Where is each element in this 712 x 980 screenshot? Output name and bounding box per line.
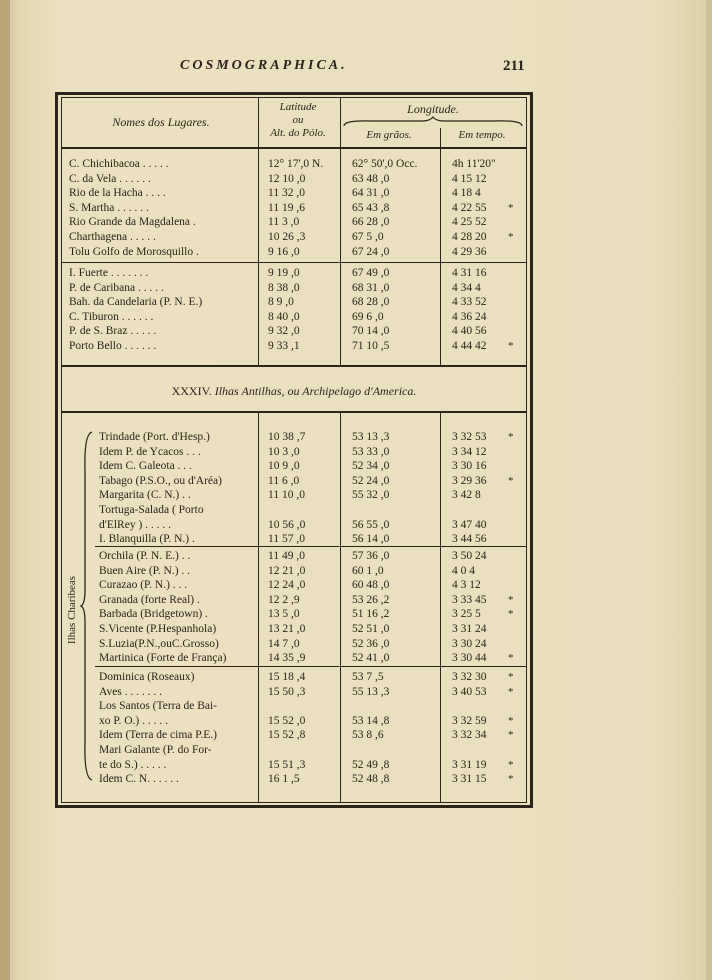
place-name: Martinica (Forte de França) (99, 652, 227, 665)
longitude-degrees-value: 52 49 ,8 (352, 758, 390, 771)
longitude-time-value: 4 44 42 (452, 340, 487, 352)
longitude-degrees-value: 51 16 ,2 (352, 608, 390, 621)
table-row (96, 593, 522, 608)
longitude-degrees-value: 52 51 ,0 (352, 623, 390, 635)
latitude-value: 8 40 ,0 (268, 310, 300, 323)
longitude-degrees-value: 55 32 ,0 (352, 489, 390, 502)
latitude-value: 11 6 ,0 (268, 474, 300, 487)
table-row (96, 743, 522, 758)
latitude-value: 15 51 ,3 (268, 758, 306, 771)
group-divider-3 (95, 546, 527, 547)
place-name: C. Chichibacoa . . . . . (69, 158, 169, 170)
longitude-degrees-value: 53 33 ,0 (352, 445, 390, 458)
header-names: Nomes dos Lugares. (112, 115, 210, 129)
table-row (96, 651, 522, 666)
latitude-value: 12 2 ,9 (268, 593, 300, 606)
table-row (96, 772, 522, 787)
table-row (96, 758, 522, 773)
header-latitude-2: ou (292, 114, 304, 126)
longitude-degrees-value: 52 41 ,0 (352, 652, 390, 665)
star-mark: * (508, 652, 514, 665)
longitude-time-value: 3 30 44 (452, 652, 487, 665)
longitude-time-value: 3 32 30 (452, 671, 487, 683)
running-head: COSMOGRAPHICA. (180, 58, 348, 73)
star-mark: * (508, 758, 514, 771)
longitude-time-value: 3 29 36 (452, 474, 487, 487)
longitude-time-value: 3 32 34 (452, 729, 487, 742)
longitude-time-value: 4 0 4 (452, 564, 475, 577)
longitude-degrees-value: 64 31 ,0 (352, 187, 390, 200)
section-title: Ilhas Antilhas, ou Archipelago d'America. (214, 384, 417, 398)
place-name: Porto Bello . . . . . . (69, 340, 157, 352)
place-name: S.Vicente (P.Hespanhola) (99, 623, 217, 635)
table-row (96, 578, 522, 593)
longitude-time-value: 4 3 12 (452, 579, 481, 592)
longitude-time-value: 4 34 4 (452, 281, 481, 294)
header-em-graos: Em grãos. (366, 129, 412, 141)
star-mark: * (508, 729, 514, 742)
place-name: P. de S. Braz . . . . . (69, 325, 157, 338)
latitude-value: 10 3 ,0 (268, 445, 300, 458)
page-edge (706, 0, 712, 980)
longitude-time-value: 4h 11'20" (452, 158, 496, 170)
longitude-time-value: 3 25 5 (452, 608, 481, 621)
place-name: Granada (forte Real) . (99, 593, 200, 606)
longitude-degrees-value: 66 28 ,0 (352, 216, 390, 229)
latitude-value: 11 49 ,0 (268, 550, 305, 562)
place-name: C. da Vela . . . . . . (69, 172, 151, 185)
table-row (66, 201, 522, 216)
longitude-time-value: 3 32 59 (452, 714, 487, 727)
place-name: Bah. da Candelaria (P. N. E.) (69, 296, 203, 309)
latitude-value: 9 32 ,0 (268, 325, 300, 338)
longitude-time-value: 4 40 56 (452, 325, 487, 338)
star-mark: * (508, 431, 514, 443)
longitude-degrees-value: 55 13 ,3 (352, 685, 390, 698)
longitude-degrees-value: 52 34 ,0 (352, 460, 390, 473)
longitude-time-value: 3 50 24 (452, 550, 487, 562)
table-row (96, 564, 522, 579)
place-name: Barbada (Bridgetown) . (99, 608, 208, 621)
longitude-time-value: 4 29 36 (452, 245, 487, 258)
star-mark: * (508, 231, 514, 243)
table-row (66, 310, 522, 325)
star-mark: * (508, 201, 514, 214)
side-label (62, 560, 82, 660)
longitude-time-value: 4 18 4 (452, 187, 481, 200)
place-name: Margarita (C. N.) . . (99, 489, 191, 502)
latitude-value: 8 38 ,0 (268, 281, 300, 294)
table-row (66, 186, 522, 201)
table-row (96, 637, 522, 652)
latitude-value: 11 57 ,0 (268, 533, 305, 546)
table-row (96, 532, 522, 547)
star-mark: * (508, 685, 514, 698)
place-name: Buen Aire (P. N.) . . (99, 564, 191, 577)
latitude-value: 12° 17',0 N. (268, 158, 324, 170)
table-row (96, 714, 522, 729)
group-brace-icon (80, 430, 94, 782)
table-row (66, 266, 522, 281)
place-name: Idem (Terra de cima P.E.) (99, 729, 217, 742)
star-mark: * (508, 474, 514, 487)
longitude-time-value: 3 33 45 (452, 593, 487, 606)
place-name: Idem C. N. . . . . . (99, 773, 179, 786)
longitude-time-value: 4 25 52 (452, 216, 487, 229)
group-divider-4 (95, 666, 527, 667)
longitude-time-value: 3 42 8 (452, 489, 481, 502)
latitude-value: 15 52 ,0 (268, 714, 306, 727)
star-mark: * (508, 593, 514, 606)
star-mark: * (508, 671, 514, 683)
longitude-time-value: 3 47 40 (452, 518, 487, 531)
table-row (66, 172, 522, 187)
table-row (96, 699, 522, 714)
header-longitude: Longitude. (407, 102, 459, 116)
star-mark: * (508, 773, 514, 786)
longitude-degrees-value: 71 10 ,5 (352, 340, 390, 352)
place-name: Los Santos (Terra de Bai- (99, 700, 217, 713)
longitude-degrees-value: 52 36 ,0 (352, 637, 390, 650)
place-name: I. Blanquilla (P. N.) . (99, 533, 195, 546)
place-name: S. Martha . . . . . . (69, 201, 149, 214)
longitude-degrees-value: 57 36 ,0 (352, 550, 390, 562)
latitude-value: 11 10 ,0 (268, 489, 305, 502)
place-name: Curazao (P. N.) . . . (99, 579, 188, 592)
longitude-degrees-value: 67 49 ,0 (352, 267, 390, 279)
longitude-time-value: 3 40 53 (452, 685, 487, 698)
table-row (96, 459, 522, 474)
longitude-degrees-value: 67 5 ,0 (352, 231, 384, 243)
table-row (66, 230, 522, 245)
place-name: Rio de la Hacha . . . . (69, 187, 166, 200)
longitude-degrees-value: 67 24 ,0 (352, 245, 390, 258)
longitude-degrees-value: 60 1 ,0 (352, 564, 384, 577)
place-name: I. Fuerte . . . . . . . (69, 267, 149, 279)
table-row (96, 728, 522, 743)
table-row (96, 445, 522, 460)
latitude-value: 12 24 ,0 (268, 579, 306, 592)
table-row (96, 430, 522, 445)
header-latitude-3: Alt. do Pólo. (270, 127, 326, 139)
table-row (66, 215, 522, 230)
latitude-value: 15 18 ,4 (268, 671, 306, 683)
longitude-time-value: 4 33 52 (452, 296, 487, 309)
longitude-time-value: 4 36 24 (452, 310, 487, 323)
table-row (96, 503, 522, 518)
page-number: 211 (503, 58, 525, 74)
place-name: Mari Galante (P. do For- (99, 744, 212, 756)
table-row (66, 339, 522, 354)
table-row (66, 281, 522, 296)
longitude-degrees-value: 53 7 ,5 (352, 671, 384, 683)
place-name: Tolu Golfo de Morosquillo . (69, 245, 199, 258)
header-rule (61, 147, 527, 149)
place-name: Rio Grande da Magdalena . (69, 216, 196, 229)
longitude-time-value: 4 28 20 (452, 231, 487, 243)
place-name: P. de Caribana . . . . . (69, 281, 164, 294)
longitude-degrees-value: 52 48 ,8 (352, 773, 390, 786)
place-name: Idem P. de Ycacos . . . (99, 445, 201, 458)
longitude-degrees-value: 69 6 ,0 (352, 310, 384, 323)
latitude-value: 13 21 ,0 (268, 623, 306, 635)
latitude-value: 14 35 ,9 (268, 652, 306, 665)
longitude-degrees-value: 53 14 ,8 (352, 714, 390, 727)
table-row (96, 488, 522, 503)
longitude-degrees-value: 53 8 ,6 (352, 729, 384, 742)
place-name: xo P. O.) . . . . . (99, 714, 169, 727)
table-row (96, 549, 522, 564)
section-rule-top (61, 365, 527, 367)
latitude-value: 12 10 ,0 (268, 172, 306, 185)
longitude-time-value: 4 15 12 (452, 172, 487, 185)
header-em-tempo: Em tempo. (458, 129, 506, 141)
latitude-value: 9 33 ,1 (268, 340, 300, 352)
longitude-degrees-value: 53 26 ,2 (352, 593, 390, 606)
place-name: Tabago (P.S.O., ou d'Aréa) (99, 474, 222, 487)
table-row (66, 324, 522, 339)
longitude-degrees-value: 62° 50',0 Occ. (352, 158, 418, 170)
latitude-value: 10 56 ,0 (268, 518, 306, 531)
longitude-degrees-value: 60 48 ,0 (352, 579, 390, 592)
place-name: Charthagena . . . . . (69, 231, 156, 243)
latitude-value: 10 9 ,0 (268, 460, 300, 473)
latitude-value: 9 19 ,0 (268, 267, 300, 279)
star-mark: * (508, 608, 514, 621)
table-row (96, 685, 522, 700)
place-name: Idem C. Galeota . . . (99, 460, 192, 473)
table-row (66, 295, 522, 310)
longitude-degrees-value: 53 13 ,3 (352, 431, 390, 443)
place-name: C. Tiburon . . . . . . (69, 310, 154, 323)
place-name: Aves . . . . . . . (99, 685, 163, 698)
place-name: S.Luzia(P.N.,ouC.Grosso) (99, 637, 219, 650)
table-row (96, 607, 522, 622)
table-row (96, 474, 522, 489)
longitude-degrees-value: 68 31 ,0 (352, 281, 390, 294)
place-name: Trindade (Port. d'Hesp.) (99, 431, 210, 443)
book-spine-shadow (0, 0, 10, 980)
longitude-time-value: 3 30 16 (452, 460, 487, 473)
longitude-time-value: 3 44 56 (452, 533, 487, 546)
longitude-time-value: 3 31 15 (452, 773, 487, 786)
longitude-time-value: 4 31 16 (452, 267, 487, 279)
section-number: XXXIV. (171, 384, 212, 398)
group-divider-1 (61, 262, 527, 263)
latitude-value: 13 5 ,0 (268, 608, 300, 621)
latitude-value: 11 19 ,6 (268, 201, 305, 214)
place-name: d'ElRey ) . . . . . (99, 518, 172, 531)
latitude-value: 14 7 ,0 (268, 637, 300, 650)
longitude-degrees-value: 63 48 ,0 (352, 172, 390, 185)
longitude-time-value: 3 34 12 (452, 445, 487, 458)
table-row (66, 245, 522, 260)
section-heading (66, 384, 522, 399)
longitude-degrees-value: 56 14 ,0 (352, 533, 390, 546)
table-row (96, 518, 522, 533)
longitude-time-value: 3 31 19 (452, 758, 487, 771)
longitude-degrees-value: 56 55 ,0 (352, 518, 390, 531)
latitude-value: 15 50 ,3 (268, 685, 306, 698)
place-name: Orchila (P. N. E.) . . (99, 550, 191, 562)
longitude-degrees-value: 70 14 ,0 (352, 325, 390, 338)
latitude-value: 15 52 ,8 (268, 729, 306, 742)
latitude-value: 11 32 ,0 (268, 187, 305, 200)
header-latitude-1: Latitude (279, 101, 317, 113)
latitude-value: 10 26 ,3 (268, 231, 306, 243)
table-row (66, 157, 522, 172)
place-name: Tortuga-Salada ( Porto (99, 504, 204, 516)
longitude-brace-icon (342, 116, 524, 128)
place-name: te do S.) . . . . . (99, 758, 167, 771)
longitude-degrees-value: 68 28 ,0 (352, 296, 390, 309)
star-mark: * (508, 340, 514, 352)
latitude-value: 9 16 ,0 (268, 245, 300, 258)
longitude-degrees-value: 52 24 ,0 (352, 474, 390, 487)
longitude-time-value: 3 32 53 (452, 431, 487, 443)
table-row (96, 622, 522, 637)
table-row (96, 670, 522, 685)
side-label-text: Ilhas Charibeas (66, 575, 78, 645)
star-mark: * (508, 714, 514, 727)
longitude-time-value: 3 31 24 (452, 623, 487, 635)
longitude-degrees-value: 65 43 ,8 (352, 201, 390, 214)
longitude-time-value: 3 30 24 (452, 637, 487, 650)
place-name: Dominica (Roseaux) (99, 671, 195, 683)
longitude-time-value: 4 22 55 (452, 201, 487, 214)
latitude-value: 16 1 ,5 (268, 773, 300, 786)
latitude-value: 8 9 ,0 (268, 296, 294, 309)
latitude-value: 11 3 ,0 (268, 216, 300, 229)
latitude-value: 10 38 ,7 (268, 431, 306, 443)
section-rule-bottom (61, 411, 527, 413)
latitude-value: 12 21 ,0 (268, 564, 306, 577)
